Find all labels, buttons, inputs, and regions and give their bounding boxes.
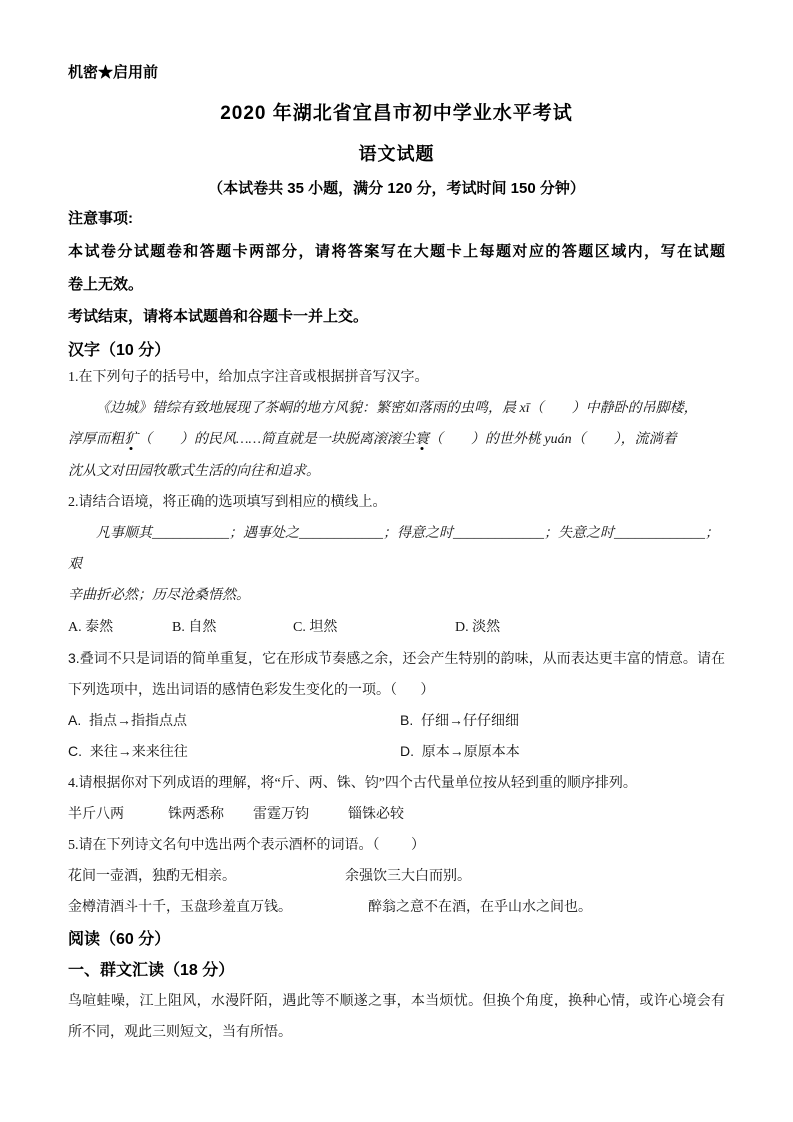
quote-item: 醉翁之意不在酒，在乎山水之间也。 (368, 900, 592, 916)
exam-meta-info: （本试卷共 35 小题，满分 120 分，考试时间 150 分钟） (208, 180, 585, 197)
option-c: C. 坦然 (293, 619, 338, 635)
emphasized-character: 寰 (414, 432, 429, 448)
exam-body (68, 362, 725, 1048)
question-5-quotes-row-1 (68, 861, 725, 892)
question-2-stem: 2.请结合语境，将正确的选项填写到相应的横线上。 (68, 494, 387, 510)
question-1-passage-line-3: 沈从文对田园牧歌式生活的向往和追求。 (68, 463, 320, 479)
notice-heading: 注意事项: (68, 210, 133, 227)
question-2-blank-line-1: 凡事顺其___________；遇事处之____________；得意之时_____________；失意之时_____________；艰 (68, 526, 719, 573)
reading-intro-line-2: 所不同，观此三则短文，当有所悟。 (68, 1025, 292, 1041)
option-a: A. 指点→指指点点 (68, 712, 188, 729)
question-4-stem: 4.请根据你对下列成语的理解，将“斤、两、铢、钧”四个古代量单位按从轻到重的顺序排列。 (68, 775, 637, 791)
section-heading-reading: 阅读（60 分） (68, 930, 171, 948)
exam-title: 2020 年湖北省宜昌市初中学业水平考试 (220, 103, 573, 124)
notice-line-2: 卷上无效。 (68, 276, 144, 293)
passage-text: 淳厚而粗 (68, 432, 124, 448)
passage-text: （ ）的世外桃 yuán（ ），流淌着 (428, 432, 677, 448)
question-1-passage-line-1: 《边城》错综有致地展现了茶峒的地方风貌：繁密如落雨的虫鸣，晨 xī（ ）中静卧的吊脚楼， (96, 401, 698, 417)
section-heading-hanzi: 汉字（10 分） (68, 342, 171, 359)
question-3-options-row-2 (68, 736, 725, 767)
reading-intro-line-1: 鸟喧蛙噪，江上阻风，水漫阡陌，遇此等不顺遂之事，本当烦忧。但换个角度，换种心情，或许心境会有 (68, 994, 725, 1010)
passage-text: （ ）的民风……简直就是一块脱离滚滚尘 (138, 432, 415, 448)
idiom-item: 半斤八两 (68, 806, 124, 822)
question-5-stem: 5.请在下列诗文名句中选出两个表示酒杯的词语。（ ） (68, 838, 425, 854)
option-c: C. 来往→来来往往 (68, 743, 188, 760)
idiom-item: 锱铢必较 (348, 806, 404, 822)
confidential-label: 机密★启用前 (68, 64, 159, 81)
option-d: D. 原本→原原本本 (400, 743, 520, 760)
option-b: B. 仔细→仔仔细细 (400, 712, 520, 729)
quote-item: 余强饮三大白而别。 (345, 869, 471, 885)
question-2-blank-line-2: 辛曲折必然；历尽沧桑悟然。 (68, 588, 250, 604)
question-4-idioms-row (68, 799, 725, 830)
question-2-options-row (68, 612, 725, 643)
question-5-quotes-row-2 (68, 892, 725, 923)
idiom-item: 铢两悉称 (168, 806, 224, 822)
question-1-stem: 1.在下列句子的括号中，给加点字注音或根据拼音写汉字。 (68, 370, 429, 385)
option-a: A. 泰然 (68, 619, 114, 635)
quote-item: 金樽清酒斗十千，玉盘珍羞直万钱。 (68, 900, 292, 916)
option-b: B. 自然 (172, 619, 217, 635)
question-3-stem-line-2: 下列选项中，选出词语的感情色彩发生变化的一项。（ ） (68, 681, 435, 698)
question-3-options-row-1 (68, 705, 725, 736)
emphasized-character: 犷 (124, 432, 138, 448)
subsection-heading-qunwen: 一、群文汇读（18 分） (68, 961, 235, 979)
quote-item: 花间一壶酒，独酌无相亲。 (68, 869, 236, 885)
question-1-passage-line-2 (68, 424, 725, 455)
notice-line-3: 考试结束，请将本试题兽和谷题卡一并上交。 (68, 308, 369, 325)
exam-subject-title: 语文试题 (358, 144, 435, 164)
notice-line-1: 本试卷分试题卷和答题卡两部分，请将答案写在大题卡上每题对应的答题区域内，写在试题 (68, 243, 725, 260)
idiom-item: 雷霆万钧 (253, 806, 309, 822)
option-d: D. 淡然 (455, 619, 501, 635)
question-3-stem-line-1: 3.叠词不只是词语的简单重复，它在形成节奏感之余，还会产生特别的韵味，从而表达更丰富的情意。请在 (68, 649, 725, 666)
